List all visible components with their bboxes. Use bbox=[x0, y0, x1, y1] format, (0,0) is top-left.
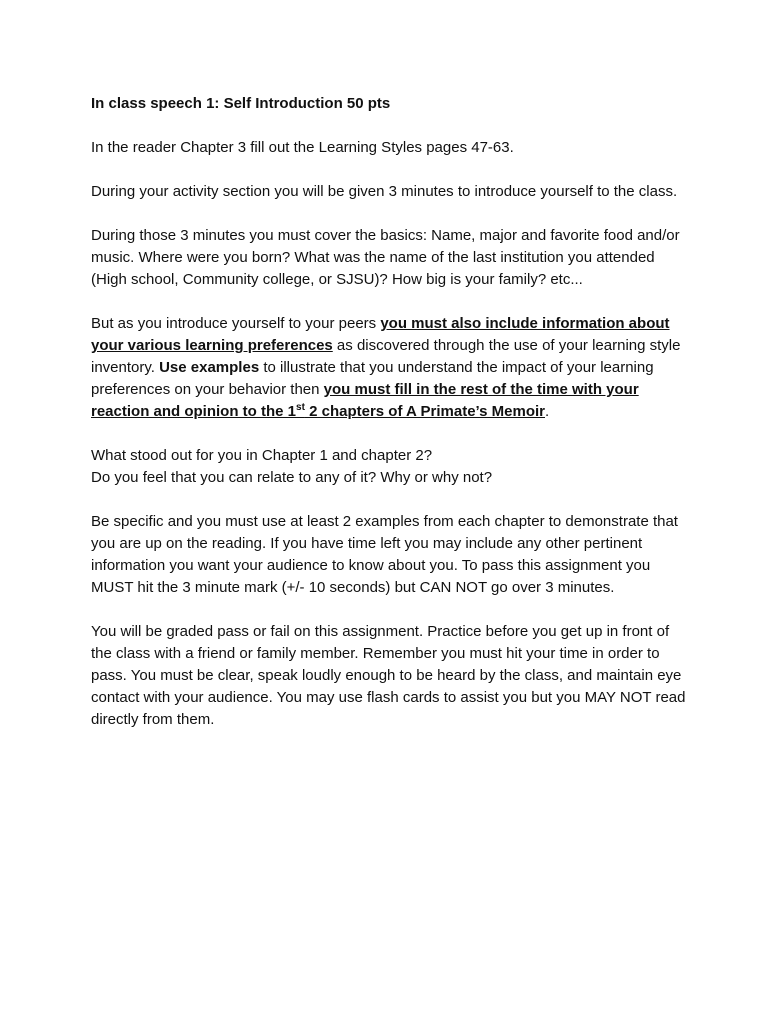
instruction-basics: During those 3 minutes you must cover the basics: Name, major and favorite food and/or music. Where were you born? What was the name of the last institution you attended (High school, Community college, or SJSU)? How big is your family? etc... bbox=[91, 227, 680, 288]
text-segment: you must fill in the rest of the time with your reaction and opinion to the 1 bbox=[91, 381, 639, 420]
instruction-learning-styles: In the reader Chapter 3 fill out the Learning Styles pages 47-63. bbox=[91, 139, 514, 156]
instruction-learning-preferences bbox=[91, 313, 691, 423]
question-line: What stood out for you in Chapter 1 and chapter 2? bbox=[91, 447, 433, 464]
reflection-questions bbox=[91, 445, 691, 489]
text-segment: as discovered through the use of your learning style inventory. bbox=[91, 337, 681, 376]
question-line: Do you feel that you can relate to any of it? Why or why not? bbox=[91, 469, 493, 486]
text-segment: to illustrate that you understand the impact of your learning preferences on your behavior then bbox=[91, 359, 654, 398]
assignment-title: In class speech 1: Self Introduction 50 pts bbox=[91, 95, 391, 112]
text-segment: But as you introduce yourself to your peers bbox=[91, 315, 381, 332]
emphasis-use-examples: Use examples bbox=[159, 359, 260, 376]
text-segment: 2 chapters of A Primate’s Memoir bbox=[304, 403, 545, 420]
instruction-examples-timing: Be specific and you must use at least 2 examples from each chapter to demonstrate that you are up on the reading. If you have time left you may include any other pertinent information you want your audience to know about you. To pass this assignment you MUST hit the 3 minute mark (+/- 10 seconds) but CAN NOT go over 3 minutes. bbox=[91, 513, 678, 596]
grading-instructions: You will be graded pass or fail on this assignment. Practice before you get up in front of the class with a friend or family member. Remember you must hit your time in order to pass. You must be clear, speak loudly enough to be heard by the class, and maintain eye contact with your audience. You may use flash cards to assist you but you MAY NOT read directly from them. bbox=[91, 623, 686, 728]
instruction-time-limit: During your activity section you will be given 3 minutes to introduce yourself to the class. bbox=[91, 183, 678, 200]
ordinal-superscript: st bbox=[296, 402, 305, 413]
emphasis-learning-preferences: you must also include information about your various learning preferences bbox=[91, 315, 670, 354]
text-segment: . bbox=[545, 403, 550, 420]
document-body bbox=[91, 93, 691, 753]
